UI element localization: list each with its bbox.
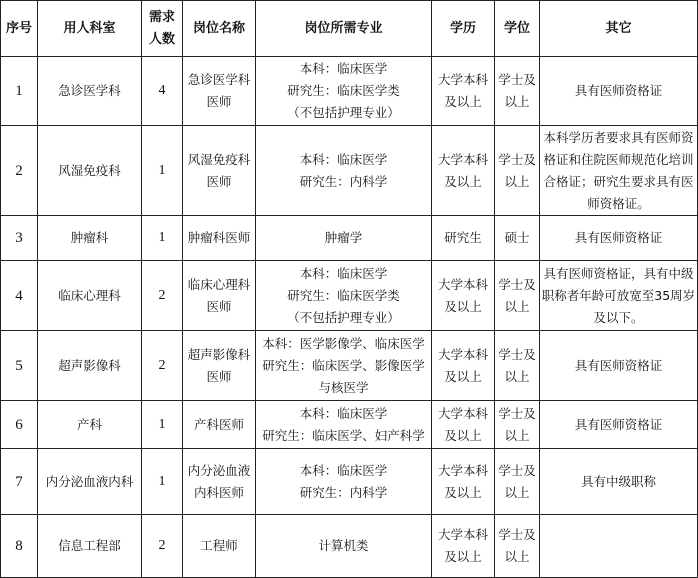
cell-major xyxy=(256,515,432,578)
major-line: 本科：临床医学 xyxy=(299,61,388,76)
cell-degree: 学士及以上 xyxy=(495,515,540,578)
cell-other: 本科学历者要求具有医师资格证和住院医师规范化培训合格证；研究生要求具有医师资格证。 xyxy=(540,126,698,216)
major-line: 肿瘤学 xyxy=(324,230,363,245)
cell-major xyxy=(256,261,432,331)
major-line: 本科：临床医学 xyxy=(299,405,388,421)
cell-count: 1 xyxy=(142,449,183,515)
major-line: 研究生：临床医学类 xyxy=(287,287,400,303)
cell-other: 具有医师资格证 xyxy=(540,57,698,126)
major-line: 研究生：内科学 xyxy=(299,484,388,500)
table-row xyxy=(1,449,698,515)
major-line: 研究生：临床医学、妇产科学 xyxy=(262,427,425,443)
cell-count: 2 xyxy=(142,331,183,401)
header-row xyxy=(1,1,698,57)
cell-major xyxy=(256,331,432,401)
cell-education: 大学本科及以上 xyxy=(432,57,495,126)
cell-position: 临床心理科医师 xyxy=(183,261,256,331)
cell-count: 4 xyxy=(142,57,183,126)
major-line: 研究生：内科学 xyxy=(299,173,388,189)
cell-position: 超声影像科医师 xyxy=(183,331,256,401)
table-body xyxy=(1,57,698,578)
cell-seq: 2 xyxy=(1,126,38,216)
cell-other: 具有医师资格证，具有中级职称者年龄可放宽至35周岁及以下。 xyxy=(540,261,698,331)
cell-other: 具有医师资格证 xyxy=(540,216,698,261)
major-line: （不包括护理专业） xyxy=(287,105,400,120)
cell-seq: 3 xyxy=(1,216,38,261)
cell-major xyxy=(256,216,432,261)
cell-degree: 硕士 xyxy=(495,216,540,261)
cell-position: 急诊医学科医师 xyxy=(183,57,256,126)
header-degree: 学位 xyxy=(495,1,540,57)
cell-count: 1 xyxy=(142,401,183,449)
major-line: 本科：临床医学 xyxy=(299,151,388,167)
cell-other xyxy=(540,515,698,578)
cell-major xyxy=(256,126,432,216)
header-position: 岗位名称 xyxy=(183,1,256,57)
cell-education: 大学本科及以上 xyxy=(432,331,495,401)
table-row xyxy=(1,126,698,216)
table-row xyxy=(1,331,698,401)
table-row xyxy=(1,401,698,449)
table-row xyxy=(1,216,698,261)
cell-seq: 5 xyxy=(1,331,38,401)
cell-other: 具有医师资格证 xyxy=(540,331,698,401)
header-seq: 序号 xyxy=(1,1,38,57)
cell-dept: 风湿免疫科 xyxy=(38,126,142,216)
cell-count: 1 xyxy=(142,126,183,216)
header-dept: 用人科室 xyxy=(38,1,142,57)
major-line: 与核医学 xyxy=(318,379,369,395)
cell-position: 风湿免疫科医师 xyxy=(183,126,256,216)
major-line: 本科：临床医学 xyxy=(299,265,388,281)
major-line: 研究生：临床医学类 xyxy=(287,83,400,98)
cell-seq: 8 xyxy=(1,515,38,578)
cell-dept: 超声影像科 xyxy=(38,331,142,401)
cell-other: 具有医师资格证 xyxy=(540,401,698,449)
header-count: 需求人数 xyxy=(142,1,183,57)
cell-education: 大学本科及以上 xyxy=(432,401,495,449)
header-other: 其它 xyxy=(540,1,698,57)
cell-degree: 学士及以上 xyxy=(495,126,540,216)
major-line: 研究生：临床医学、影像医学 xyxy=(262,357,425,373)
table-row xyxy=(1,57,698,126)
cell-major xyxy=(256,449,432,515)
cell-degree: 学士及以上 xyxy=(495,331,540,401)
cell-education: 大学本科及以上 xyxy=(432,515,495,578)
major-line: 本科：医学影像学、临床医学 xyxy=(262,335,425,351)
cell-dept: 急诊医学科 xyxy=(38,57,142,126)
cell-education: 大学本科及以上 xyxy=(432,449,495,515)
cell-degree: 学士及以上 xyxy=(495,261,540,331)
cell-degree: 学士及以上 xyxy=(495,57,540,126)
cell-count: 2 xyxy=(142,515,183,578)
cell-seq: 1 xyxy=(1,57,38,126)
cell-education: 大学本科及以上 xyxy=(432,261,495,331)
cell-count: 1 xyxy=(142,216,183,261)
cell-degree: 学士及以上 xyxy=(495,449,540,515)
cell-education: 研究生 xyxy=(432,216,495,261)
cell-other: 具有中级职称 xyxy=(540,449,698,515)
cell-seq: 6 xyxy=(1,401,38,449)
cell-position: 肿瘤科医师 xyxy=(183,216,256,261)
table-row xyxy=(1,515,698,578)
cell-education: 大学本科及以上 xyxy=(432,126,495,216)
cell-dept: 内分泌血液内科 xyxy=(38,449,142,515)
major-line: 本科：临床医学 xyxy=(299,462,388,478)
header-major: 岗位所需专业 xyxy=(256,1,432,57)
cell-major xyxy=(256,401,432,449)
cell-dept: 肿瘤科 xyxy=(38,216,142,261)
cell-major xyxy=(256,57,432,126)
cell-degree: 学士及以上 xyxy=(495,401,540,449)
major-line: （不包括护理专业） xyxy=(287,309,400,325)
table-row xyxy=(1,261,698,331)
cell-position: 内分泌血液内科医师 xyxy=(183,449,256,515)
cell-dept: 产科 xyxy=(38,401,142,449)
cell-dept: 临床心理科 xyxy=(38,261,142,331)
cell-position: 产科医师 xyxy=(183,401,256,449)
header-education: 学历 xyxy=(432,1,495,57)
cell-position: 工程师 xyxy=(183,515,256,578)
major-line: 计算机类 xyxy=(318,538,369,553)
cell-dept: 信息工程部 xyxy=(38,515,142,578)
cell-seq: 7 xyxy=(1,449,38,515)
cell-count: 2 xyxy=(142,261,183,331)
cell-seq: 4 xyxy=(1,261,38,331)
